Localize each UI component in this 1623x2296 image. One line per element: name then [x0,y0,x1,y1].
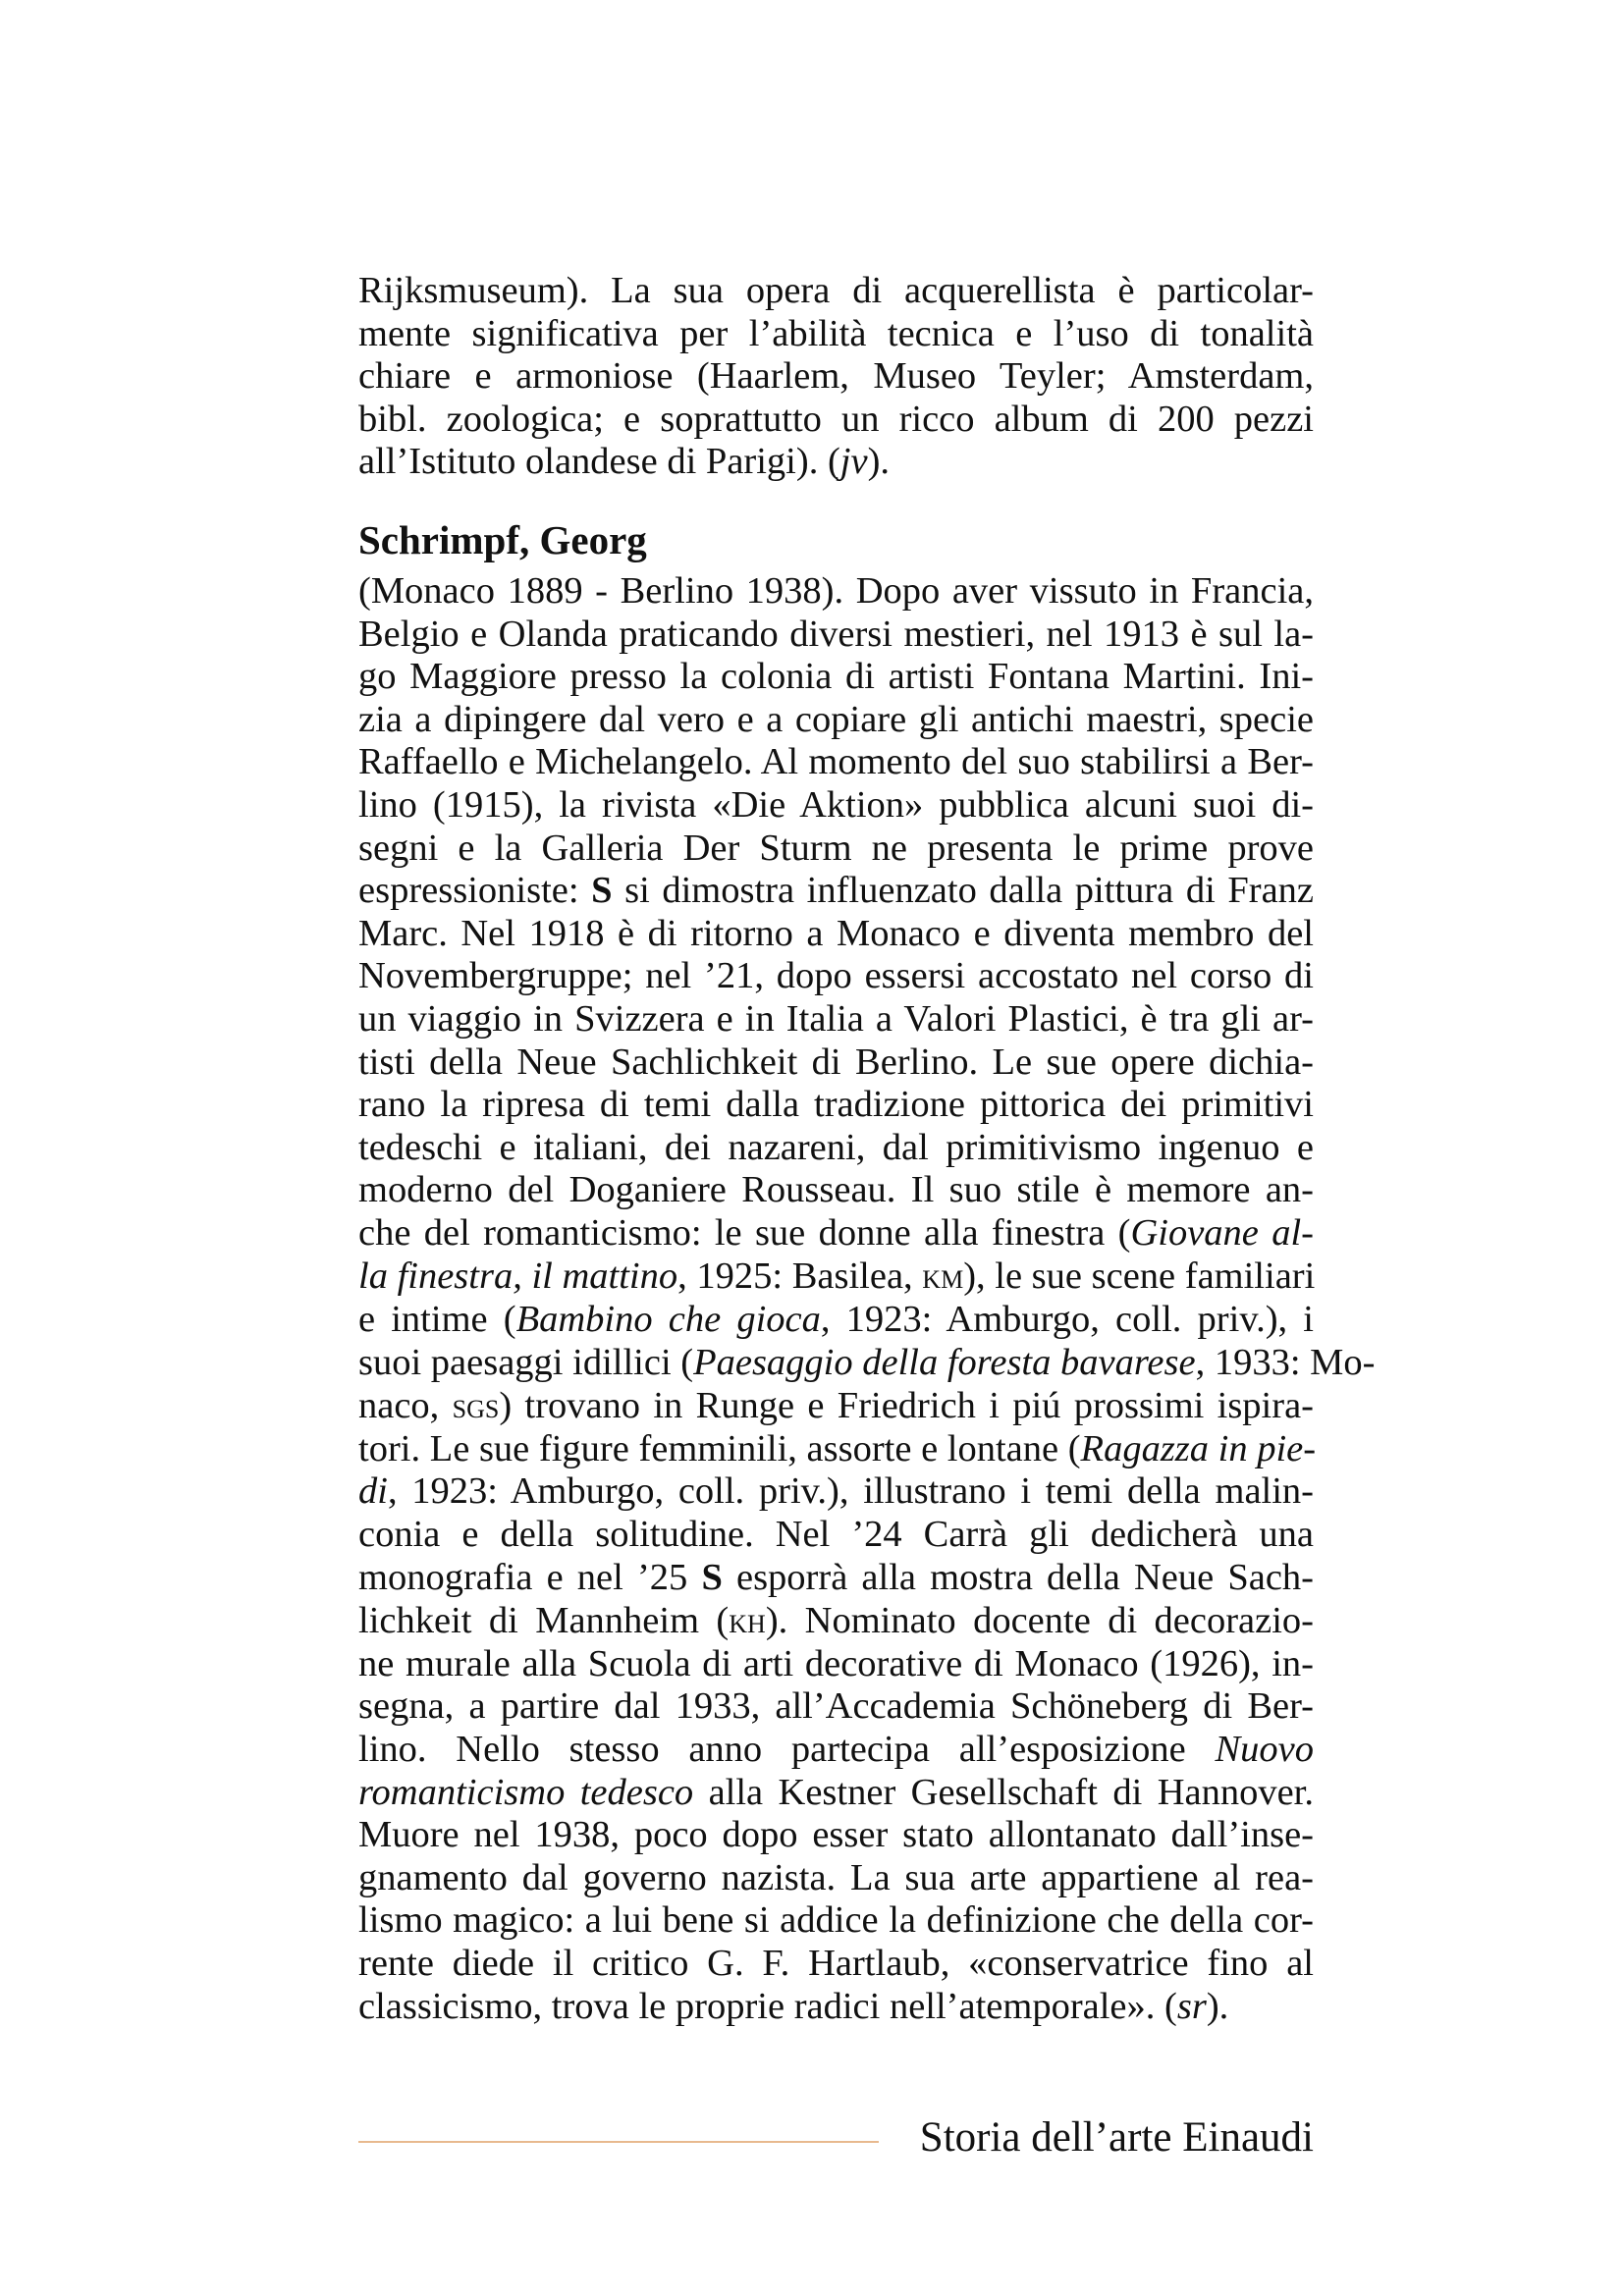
body-line: tedeschi e italiani, dei nazareni, dal primitivismo ingenuo e [358,1126,1314,1168]
body-line: mente significativa per l’abilità tecnica e l’uso di tonalità [358,312,1314,354]
body-line: Belgio e Olanda praticando diversi mestieri, nel 1913 è sul la- [358,613,1314,655]
footer-rule [358,2141,879,2143]
body-line: di, 1923: Amburgo, coll. priv.), illustrano i temi della malin- [358,1470,1314,1513]
body-line: suoi paesaggi idillici (Paesaggio della foresta bavarese, 1933: Mo- [358,1341,1376,1383]
body-line: Novembergruppe; nel ’21, dopo essersi accostato nel corso di [358,955,1314,997]
footer-label: Storia dell’arte Einaudi [919,2114,1314,2161]
body-line: rente diede il critico G. F. Hartlaub, «conservatrice fino al [358,1942,1314,1984]
body-line: Raffaello e Michelangelo. Al momento del suo stabilirsi a Ber- [358,741,1314,783]
body-line: naco, sgs) trovano in Runge e Friedrich i piú prossimi ispira- [358,1385,1314,1427]
body-line: monografia e nel ’25 S esporrà alla mostra della Neue Sach- [358,1556,1315,1598]
body-line: Marc. Nel 1918 è di ritorno a Monaco e diventa membro del [358,912,1314,954]
page-footer [358,2110,1314,2169]
body-line: all’Istituto olandese di Parigi). (jv). [358,441,891,483]
body-line: che del romanticismo: le sue donne alla finestra (Giovane al- [358,1211,1314,1254]
body-line: tori. Le sue figure femminili, assorte e lontane (Ragazza in pie- [358,1427,1317,1469]
body-line: segni e la Galleria Der Sturm ne presenta le prime prove [358,827,1314,869]
body-line: go Maggiore presso la colonia di artisti Fontana Martini. Ini- [358,656,1314,698]
entry-title: Schrimpf, Georg [358,516,647,562]
body-line: Rijksmuseum). La sua opera di acquerellista è particolar- [358,270,1314,311]
body-line: lino. Nello stesso anno partecipa all’esposizione Nuovo [358,1729,1314,1770]
body-line: un viaggio in Svizzera e in Italia a Valori Plastici, è tra gli ar- [358,997,1314,1040]
entry-body [358,569,1376,2028]
body-line: lismo magico: a lui bene si addice la definizione che della cor- [358,1899,1314,1942]
body-line: espressioniste: S si dimostra influenzato dalla pittura di Franz [358,870,1314,912]
body-line: la finestra, il mattino, 1925: Basilea, km), le sue scene familiari [358,1255,1316,1298]
body-line: (Monaco 1889 - Berlino 1938). Dopo aver vissuto in Francia, [358,569,1314,612]
body-line: ne murale alla Scuola di arti decorative di Monaco (1926), in- [358,1642,1314,1684]
body-line: lichkeit di Mannheim (kh). Nominato docente di decorazio- [358,1600,1314,1642]
body-line: lino (1915), la rivista «Die Aktion» pubblica alcuni suoi di- [358,783,1314,826]
body-line: gnamento dal governo nazista. La sua arte appartiene al rea- [358,1856,1314,1898]
body-line: classicismo, trova le proprie radici nell’atemporale». (sr). [358,1985,1229,2027]
body-line: segna, a partire dal 1933, all’Accademia Schöneberg di Ber- [358,1685,1314,1728]
body-line: zia a dipingere dal vero e a copiare gli antichi maestri, specie [358,698,1314,740]
body-line: bibl. zoologica; e soprattutto un ricco album di 200 pezzi [358,398,1314,440]
body-line: chiare e armoniose (Haarlem, Museo Teyler; Amsterdam, [358,355,1314,398]
body-line: moderno del Doganiere Rousseau. Il suo stile è memore an- [358,1169,1314,1211]
body-line: rano la ripresa di temi dalla tradizione pittorica dei primitivi [358,1084,1314,1126]
body-line: romanticismo tedesco alla Kestner Gesellschaft di Hannover. [358,1771,1314,1813]
body-line: e intime (Bambino che gioca, 1923: Amburgo, coll. priv.), i [358,1299,1314,1341]
body-line: tisti della Neue Sachlichkeit di Berlino. Le sue opere dichia- [358,1041,1314,1083]
body-line: Muore nel 1938, poco dopo esser stato allontanato dall’inse- [358,1814,1314,1856]
previous-entry-continuation [358,270,1314,484]
body-line: conia e della solitudine. Nel ’24 Carrà gli dedicherà una [358,1514,1314,1556]
text-column [358,270,1376,2028]
